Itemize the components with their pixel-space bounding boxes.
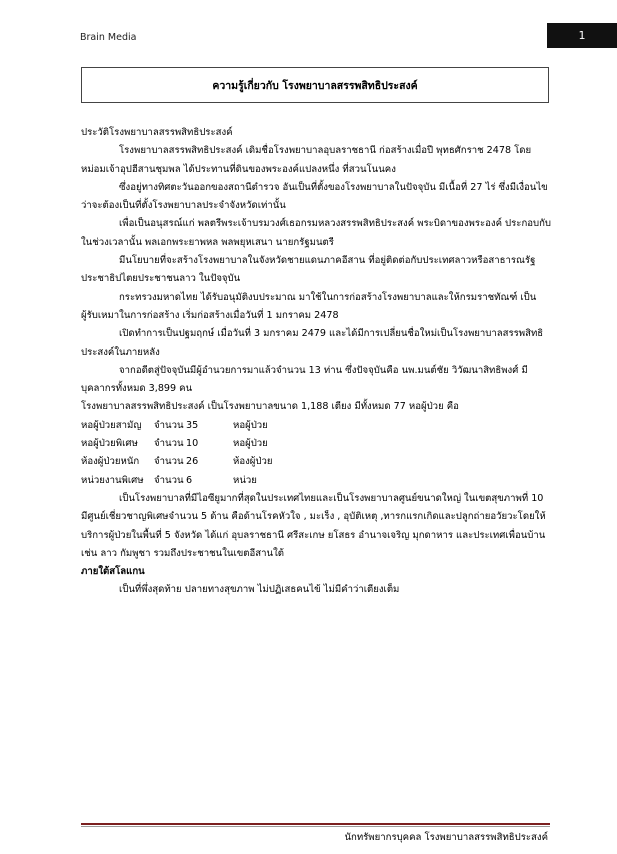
document-title-text: ความรู้เกี่ยวกับ โรงพยาบาลสรรพสิทธิประสงค์ <box>212 79 418 92</box>
ward-count: 6 <box>186 474 193 486</box>
ward-row <box>81 435 551 453</box>
ward-count: 26 <box>186 456 199 468</box>
ward-count: 10 <box>186 438 199 450</box>
paragraph-opening: เปิดทำการเป็นปฐมฤกษ์ เมื่อวันที่ 3 มกราคม 2479 และได้มีการเปลี่ยนชื่อใหม่เป็นโรงพยาบาลสรรพสิทธิประสงค์ในภายหลัง <box>81 328 544 358</box>
ward-row <box>81 453 551 471</box>
ward-row <box>81 472 551 490</box>
history-heading: ประวัติโรงพยาบาลสรรพสิทธิประสงค์ <box>81 127 233 138</box>
paragraph-capacity: โรงพยาบาลสรรพสิทธิประสงค์ เป็นโรงพยาบาลขนาด 1,188 เตียง มีทั้งหมด 77 หอผู้ป่วย คือ <box>81 401 459 413</box>
footer-text: นักทรัพยากรบุคคล โรงพยาบาลสรรพสิทธิประสงค์ <box>344 832 548 843</box>
ward-name: หอผู้ป่วยพิเศษ <box>81 438 138 450</box>
ward-unit: หน่วย <box>233 474 257 486</box>
slogan-heading: ภายใต้สโลแกน <box>81 566 145 578</box>
ward-count-label: จำนวน <box>154 456 184 468</box>
ward-unit: หอผู้ป่วย <box>233 438 268 450</box>
ward-row <box>81 417 551 435</box>
paragraph-policy: มีนโยบายที่จะสร้างโรงพยาบาลในจังหวัดชายแดนภาคอีสาน ที่อยู่ติดต่อกับประเทศลาวหรือสาธารณรัฐประชาธิปไตยประชาชนลาว ในปัจจุบัน <box>81 255 536 285</box>
ward-count: 35 <box>186 419 199 431</box>
document-title <box>81 67 549 103</box>
paragraph-origin: โรงพยาบาลสรรพสิทธิประสงค์ เดิมชื่อโรงพยาบาลอุบลราชธานี ก่อสร้างเมื่อปี พุทธศักราช 2478 โดยหม่อมเจ้าอุปฮีสานชุมพล ได้ประทานที่ดินของพระองค์แปลงหนึ่ง ที่สวนโนนคง <box>81 145 532 175</box>
document-body <box>81 124 551 600</box>
ward-unit: ห้องผู้ป่วย <box>233 456 273 468</box>
page-number: 1 <box>547 23 617 48</box>
paragraph-construction: กระทรวงมหาดไทย ได้รับอนุมัติงบประมาณ มาใช้ในการก่อสร้างโรงพยาบาลและให้กรมราชทัณฑ์ เป็นผู้รับเหมาในการก่อสร้าง เริ่มก่อสร้างเมื่อวันที่ 1 มกราคม 2478 <box>81 291 537 321</box>
ward-name: หน่วยงานพิเศษ <box>81 474 144 486</box>
ward-name: หอผู้ป่วยสามัญ <box>81 419 142 431</box>
ward-count-label: จำนวน <box>154 419 184 431</box>
footer-divider-secondary <box>81 826 550 827</box>
header-brand: Brain Media <box>80 32 137 43</box>
slogan-text: เป็นที่พึ่งสุดท้าย ปลายทางสุขภาพ ไม่ปฏิเสธคนไข้ ไม่มีคำว่าเตียงเต็ม <box>119 584 400 596</box>
paragraph-memorial: เพื่อเป็นอนุสรณ์แก่ พลตรีพระเจ้าบรมวงศ์เธอกรมหลวงสรรพสิทธิประสงค์ พระบิดาของพระองค์ ประกอบกับในช่วงเวลานั้น พลเอกพระยาพหล พลพยุหเสนา นายกรัฐมนตรี <box>81 218 552 248</box>
ward-unit: หอผู้ป่วย <box>233 419 268 431</box>
paragraph-location: ซึ่งอยู่ทางทิศตะวันออกของสถานีตำรวจ อันเป็นที่ตั้งของโรงพยาบาลในปัจจุบัน มีเนื้อที่ 27 ไร่ ซึ่งมีเงื่อนไขว่าจะต้องเป็นที่ตั้งโรงพยาบาลประจำจังหวัดเท่านั้น <box>81 181 548 212</box>
paragraph-services: เป็นโรงพยาบาลที่มีไอซียูมากที่สุดในประเทศไทยและเป็นโรงพยาบาลศูนย์ขนาดใหญ่ ในเขตสุขภาพที่ 10 มีศูนย์เชี่ยวชาญพิเศษจำนวน 5 ด้าน คือด้านโรคหัวใจ , มะเร็ง , อุบัติเหตุ ,ทารกแรกเกิดและปลูกถ่ายอวัยวะโดยให้บริการผู้ป่วยในพื้นที่ 5 จังหวัด ได้แก่ อุบลราชธานี ศรีสะเกษ ยโสธร อำนาจเจริญ มุกดาหาร และประเทศเพื่อนบ้านเช่น ลาว กัมพูชา รวมถึงประชาชนในเขตอีสานใต้ <box>81 492 546 559</box>
footer-divider <box>81 823 550 825</box>
paragraph-directors: จากอดีตสู่ปัจจุบันมีผู้อำนวยการมาแล้วจำนวน 13 ท่าน ซึ่งปัจจุบันคือ นพ.มนต์ชัย วิวัฒนาสิทธิพงศ์ มีบุคลากรทั้งหมด 3,899 คน <box>81 364 528 395</box>
ward-name: ห้องผู้ป่วยหนัก <box>81 456 140 468</box>
ward-count-label: จำนวน <box>154 438 184 450</box>
ward-count-label: จำนวน <box>154 474 184 486</box>
